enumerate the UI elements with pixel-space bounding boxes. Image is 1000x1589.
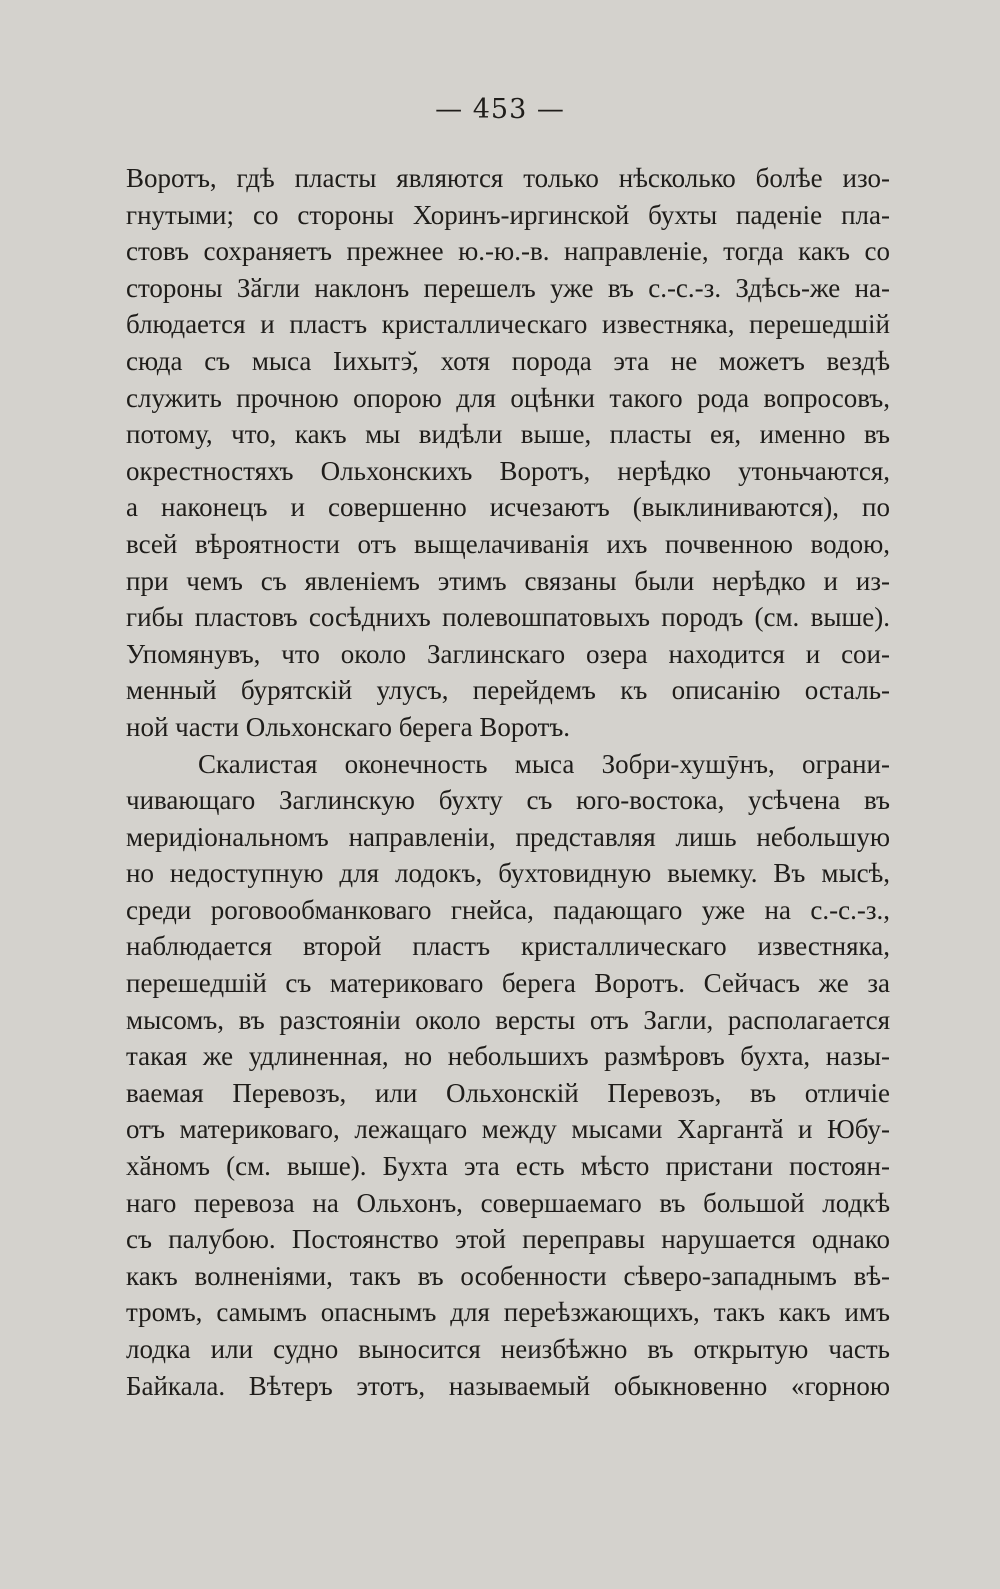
text-line: сюда съ мыса Іихытэ̆, хотя порода эта не можетъ вездѣ <box>126 345 890 376</box>
text-line: такая же удлиненная, но небольшихъ размѣровъ бухта, назы- <box>126 1041 890 1072</box>
text-line: среди роговообманковаго гнейса, падающаго уже на с.-с.-з., <box>126 894 890 925</box>
text-line: Скалистая оконечность мыса Зобри-хушӯнъ, ограни- <box>198 748 890 779</box>
text-line: но недоступную для лодокъ, бухтовидную выемку. Въ мысѣ, <box>126 858 890 889</box>
text-line: меридіональномъ направленіи, представляя лишь небольшую <box>126 821 890 852</box>
text-line: Байкала. Вѣтеръ этотъ, называемый обыкновенно «горною <box>126 1370 890 1401</box>
page-number: — 453 — <box>435 94 565 125</box>
text-line: какъ волненіями, такъ въ особенности сѣверо-западнымъ вѣ- <box>126 1260 890 1291</box>
text-line: блюдается и пластъ кристаллическаго известняка, перешедшій <box>126 309 890 340</box>
text-line: менный бурятскій улусъ, перейдемъ къ описанію осталь- <box>126 675 890 706</box>
text-line: мысомъ, въ разстояніи около версты отъ Загли, располагается <box>126 1004 890 1035</box>
text-line: лодка или судно выносится неизбѣжно въ открытую часть <box>126 1334 890 1364</box>
text-line: стовъ сохраняетъ прежнее ю.-ю.-в. направленіе, тогда какъ со <box>126 236 890 267</box>
text-line: чивающаго Заглинскую бухту съ юго-востока, усѣчена въ <box>126 785 890 816</box>
text-line: съ палубою. Постоянство этой переправы нарушается однако <box>126 1224 890 1255</box>
text-line: Воротъ, гдѣ пласты являются только нѣсколько болѣе изо- <box>126 163 890 193</box>
text-line: тромъ, самымъ опаснымъ для переѣзжающихъ, такъ какъ имъ <box>126 1297 890 1328</box>
text-line: ной части Ольхонскаго берега Воротъ. <box>126 711 571 742</box>
text-line: хӑномъ (см. выше). Бухта эта есть мѣсто пристани постоян- <box>126 1151 890 1182</box>
text-line: наго перевоза на Ольхонъ, совершаемаго въ большой лодкѣ <box>126 1187 890 1218</box>
text-line: окрестностяхъ Ольхонскихъ Воротъ, нерѣдко утоньчаются, <box>126 455 890 486</box>
text-line: потому, что, какъ мы видѣли выше, пласты ея, именно въ <box>126 419 890 450</box>
text-line: наблюдается второй пластъ кристаллическаго известняка, <box>126 931 890 962</box>
text-line: всей вѣроятности отъ выщелачиванія ихъ почвенною водою, <box>126 528 890 559</box>
text-line: ваемая Перевозъ, или Ольхонскій Перевозъ, въ отличіе <box>126 1077 890 1108</box>
text-line: отъ материковаго, лежащаго между мысами Харгантӑ и Юбу- <box>126 1114 890 1145</box>
text-line: перешедшій съ материковаго берега Воротъ. Сейчасъ же за <box>126 968 890 999</box>
text-line: а наконецъ и совершенно исчезаютъ (выклиниваются), по <box>126 492 890 523</box>
body-text <box>126 160 890 1404</box>
text-line: служить прочною опорою для оцѣнки такого рода вопросовъ, <box>126 382 890 413</box>
text-line: Упомянувъ, что около Заглинскаго озера находится и сои- <box>126 638 890 669</box>
text-line: стороны Зӑгли наклонъ перешелъ уже въ с.-с.-з. Здѣсь-же на- <box>126 272 890 303</box>
text-line: гнутыми; со стороны Хоринъ-иргинской бухты паденіе пла- <box>126 199 890 230</box>
text-line: при чемъ съ явленіемъ этимъ связаны были нерѣдко и из- <box>126 565 890 596</box>
text-line: гибы пластовъ сосѣднихъ полевошпатовыхъ породъ (см. выше). <box>126 602 890 633</box>
